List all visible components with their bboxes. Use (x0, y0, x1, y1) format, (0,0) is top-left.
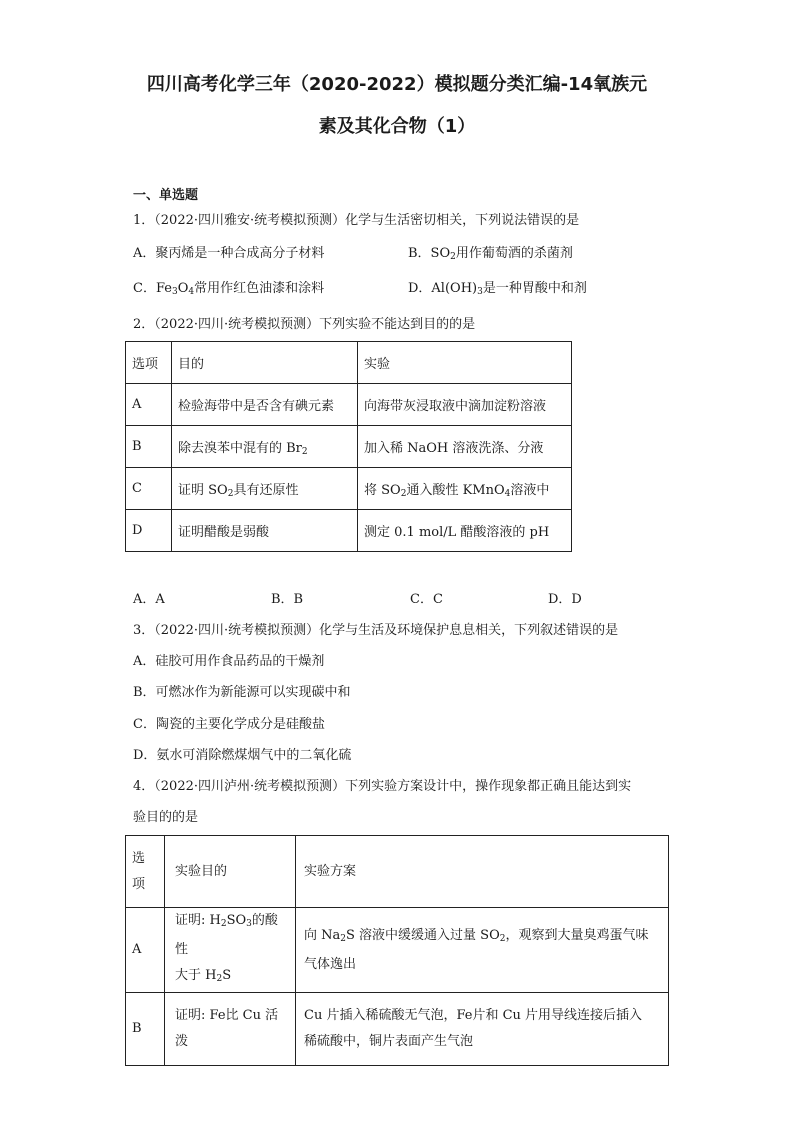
q3-option-d: D．氨水可消除燃煤烟气中的二氧化硫 (133, 748, 352, 763)
table-cell: 证明: Fe比 Cu 活泼 (165, 993, 296, 1066)
table-row (126, 908, 669, 993)
table-cell: 实验方案 (296, 836, 669, 908)
q2-choice-b: B．B (271, 592, 304, 607)
q4-table (125, 835, 669, 1066)
table-row (126, 993, 669, 1066)
q3-option-b: B．可燃冰作为新能源可以实现碳中和 (133, 685, 351, 700)
q3-option-a: A．硅胶可用作食品药品的干燥剂 (133, 654, 325, 669)
table-cell: A (126, 384, 172, 426)
table-header-row (126, 836, 669, 908)
table-header-row (126, 342, 572, 384)
table-cell: 证明: $H_2SO_3$的酸性 大于 $H_2S$ (165, 908, 296, 993)
table-cell: 向 $Na_2S$ 溶液中缓缓通入过量 $SO_2$，观察到大量臭鸡蛋气味 气体逸出 (296, 908, 669, 993)
q1-option-a: A．聚丙烯是一种合成高分子材料 (133, 246, 325, 261)
table-row (126, 468, 572, 510)
q3-option-c: C．陶瓷的主要化学成分是硅酸盐 (133, 717, 325, 732)
table-cell: 测定 0.1 mol/L 醋酸溶液的 pH (358, 510, 572, 552)
q2-table (125, 341, 572, 552)
table-row (126, 384, 572, 426)
table-cell: 目的 (172, 342, 358, 384)
q4-stem-line2: 验目的的是 (133, 810, 199, 825)
q2-stem: 2．（2022·四川·统考模拟预测）下列实验不能达到目的的是 (133, 317, 476, 332)
table-row (126, 426, 572, 468)
table-cell: 选 项 (126, 836, 165, 908)
q3-stem: 3．（2022·四川·统考模拟预测）化学与生活及环境保护息息相关，下列叙述错误的是 (133, 623, 619, 638)
table-cell: 实验目的 (165, 836, 296, 908)
q2-choice-a: A．A (133, 592, 165, 607)
table-cell: B (126, 993, 165, 1066)
table-cell: B (126, 426, 172, 468)
table-cell: 证明醋酸是弱酸 (172, 510, 358, 552)
table-cell: 检验海带中是否含有碘元素 (172, 384, 358, 426)
table-row (126, 510, 572, 552)
table-cell: Cu 片插入稀硫酸无气泡，Fe片和 Cu 片用导线连接后插入 稀硫酸中，铜片表面产生气泡 (296, 993, 669, 1066)
q2-choice-d: D．D (548, 592, 582, 607)
section-heading: 一、单选题 (133, 188, 199, 203)
table-cell: 选项 (126, 342, 172, 384)
table-cell: 实验 (358, 342, 572, 384)
page-title-line2: 素及其化合物（1） (318, 116, 476, 137)
table-cell: 除去溴苯中混有的 $Br_2$ (172, 426, 358, 468)
q1-option-c: C．$Fe_3O_4$常用作红色油漆和涂料 (133, 281, 325, 297)
table-cell: 证明 $SO_2$具有还原性 (172, 468, 358, 510)
q1-stem: 1．（2022·四川雅安·统考模拟预测）化学与生活密切相关，下列说法错误的是 (133, 213, 580, 228)
table-cell: 向海带灰浸取液中滴加淀粉溶液 (358, 384, 572, 426)
q2-choice-c: C．C (410, 592, 443, 607)
table-cell: A (126, 908, 165, 993)
table-cell: 加入稀 NaOH 溶液洗涤、分液 (358, 426, 572, 468)
table-cell: 将 $SO_2$通入酸性 KMnO$_4$溶液中 (358, 468, 572, 510)
q4-stem: 4．（2022·四川泸州·统考模拟预测）下列实验方案设计中，操作现象都正确且能达到实 (133, 779, 632, 794)
page-title: 四川高考化学三年（2020-2022）模拟题分类汇编-14氧族元 (146, 74, 648, 95)
q1-option-d: D．$Al(OH)_3$是一种胃酸中和剂 (408, 281, 587, 297)
table-cell: D (126, 510, 172, 552)
table-cell: C (126, 468, 172, 510)
q1-option-b: B．$SO_2$用作葡萄酒的杀菌剂 (408, 246, 573, 262)
